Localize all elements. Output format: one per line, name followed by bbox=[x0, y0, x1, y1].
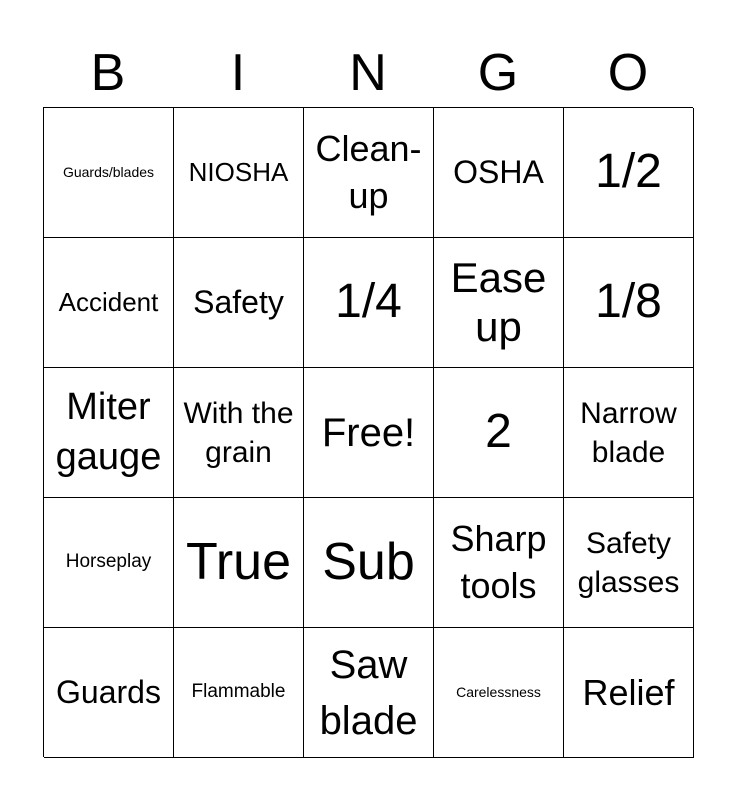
bingo-cell[interactable] bbox=[434, 368, 564, 498]
cell-text: Horseplay bbox=[65, 551, 152, 573]
header-letter-g: G bbox=[477, 44, 519, 102]
bingo-cell[interactable] bbox=[434, 628, 564, 758]
header-letter-n: N bbox=[349, 44, 387, 102]
cell-text: NIOSHA bbox=[188, 156, 289, 187]
bingo-cell[interactable] bbox=[44, 238, 174, 368]
bingo-cell[interactable] bbox=[304, 498, 434, 628]
bingo-cell[interactable] bbox=[44, 108, 174, 238]
header-letter-b: B bbox=[90, 44, 126, 102]
bingo-cell[interactable] bbox=[434, 238, 564, 368]
bingo-card-grid bbox=[43, 107, 693, 757]
bingo-cell[interactable] bbox=[304, 628, 434, 758]
header-letter-o: O bbox=[607, 44, 649, 102]
bingo-cell[interactable] bbox=[44, 498, 174, 628]
cell-text: Sub bbox=[322, 533, 415, 592]
cell-text: Safety glasses bbox=[577, 526, 680, 599]
cell-text: True bbox=[186, 533, 291, 592]
cell-text: Accident bbox=[58, 287, 159, 317]
bingo-cell[interactable] bbox=[564, 368, 694, 498]
cell-text: Narrow blade bbox=[580, 396, 677, 469]
bingo-header bbox=[43, 40, 693, 106]
bingo-cell[interactable] bbox=[434, 498, 564, 628]
bingo-cell[interactable] bbox=[304, 238, 434, 368]
cell-text: Sharp tools bbox=[450, 517, 547, 606]
header-letter-i: I bbox=[230, 44, 246, 102]
cell-text: Flammable bbox=[191, 681, 286, 703]
cell-text: Relief bbox=[582, 671, 675, 713]
bingo-cell[interactable] bbox=[174, 628, 304, 758]
cell-text: Saw blade bbox=[319, 642, 418, 743]
cell-text: With the grain bbox=[183, 396, 294, 469]
bingo-cell[interactable] bbox=[564, 238, 694, 368]
bingo-cell[interactable] bbox=[564, 108, 694, 238]
bingo-cell[interactable] bbox=[174, 108, 304, 238]
bingo-cell[interactable] bbox=[304, 108, 434, 238]
cell-text: OSHA bbox=[453, 153, 544, 190]
cell-text: 1/2 bbox=[595, 145, 662, 199]
cell-text: Safety bbox=[193, 283, 284, 320]
bingo-cell[interactable] bbox=[174, 368, 304, 498]
bingo-cell[interactable] bbox=[564, 498, 694, 628]
cell-text: 1/8 bbox=[595, 275, 662, 329]
cell-text: Free! bbox=[321, 410, 416, 455]
bingo-cell[interactable] bbox=[174, 238, 304, 368]
cell-text: Clean-up bbox=[315, 127, 422, 216]
cell-text: 1/4 bbox=[335, 275, 402, 329]
cell-text: Guards/blades bbox=[62, 164, 155, 181]
bingo-cell[interactable] bbox=[44, 628, 174, 758]
bingo-cell[interactable] bbox=[44, 368, 174, 498]
cell-text: Miter gauge bbox=[55, 386, 162, 478]
cell-text: 2 bbox=[485, 405, 512, 459]
bingo-cell[interactable] bbox=[304, 368, 434, 498]
bingo-cell[interactable] bbox=[434, 108, 564, 238]
bingo-cell[interactable] bbox=[174, 498, 304, 628]
bingo-cell[interactable] bbox=[564, 628, 694, 758]
cell-text: Guards bbox=[56, 673, 161, 710]
cell-text: Carelessness bbox=[456, 684, 541, 701]
cell-text: Ease up bbox=[450, 254, 547, 350]
